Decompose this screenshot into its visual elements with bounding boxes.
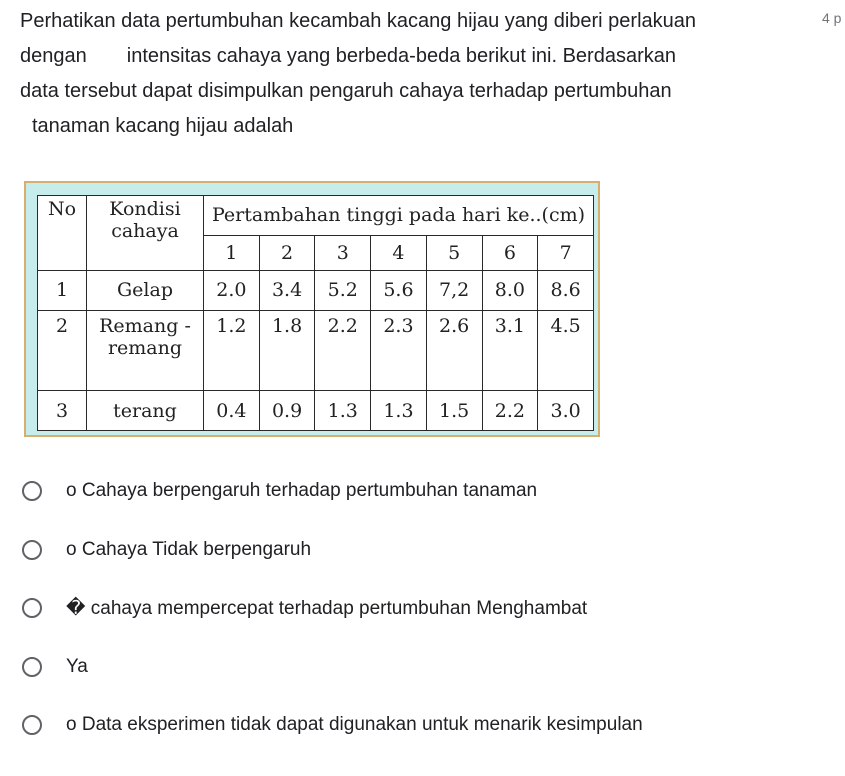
cell-value: 5.6 — [371, 271, 427, 311]
cell-value: 2.3 — [371, 310, 427, 390]
radio-button[interactable] — [22, 657, 42, 677]
row-kondisi — [87, 271, 204, 311]
day-header: 2 — [259, 235, 315, 270]
answer-option[interactable] — [20, 579, 820, 638]
cell-value: 1.2 — [204, 310, 260, 390]
cell-value: 2.6 — [426, 310, 482, 390]
data-table — [37, 195, 594, 431]
table-row — [38, 391, 594, 431]
table-header-row — [38, 196, 594, 236]
answer-option-label: o Cahaya Tidak berpengaruh — [66, 538, 312, 560]
header-kondisi-line1: Kondisi — [109, 198, 181, 220]
row-no: 3 — [38, 391, 87, 431]
day-header: 3 — [315, 235, 371, 270]
question-line-2-start: dengan — [20, 45, 87, 67]
cell-value: 2.2 — [482, 391, 538, 431]
cell-value: 1.8 — [259, 310, 315, 390]
cell-value: 1.3 — [371, 391, 427, 431]
row-kondisi-text: terang — [113, 399, 177, 422]
radio-button[interactable] — [22, 598, 42, 618]
row-kondisi-line1: Remang - — [99, 314, 191, 337]
question-line-2-end: intensitas cahaya yang berbeda-beda berikut ini. Berdasarkan — [126, 45, 676, 67]
header-pertambahan — [204, 196, 594, 236]
cell-value: 0.4 — [204, 391, 260, 431]
header-no-text: No — [47, 198, 77, 220]
cell-value: 2.2 — [315, 310, 371, 390]
cell-value: 3.1 — [482, 310, 538, 390]
row-kondisi-line2: remang — [107, 336, 183, 359]
radio-button[interactable] — [22, 481, 42, 501]
table-row — [38, 271, 594, 311]
cell-value: 1.3 — [315, 391, 371, 431]
cell-value: 0.9 — [259, 391, 315, 431]
day-header: 7 — [538, 235, 594, 270]
header-kondisi — [87, 196, 204, 271]
answer-option-label: o Cahaya berpengaruh terhadap pertumbuhan tanaman — [66, 480, 538, 502]
cell-value: 7,2 — [426, 271, 482, 311]
day-header: 4 — [371, 235, 427, 270]
row-kondisi — [87, 391, 204, 431]
cell-value: 8.0 — [482, 271, 538, 311]
cell-value: 3.4 — [259, 271, 315, 311]
answer-option[interactable] — [20, 638, 820, 697]
row-kondisi — [87, 310, 204, 390]
answer-option[interactable] — [20, 696, 820, 755]
cell-value: 3.0 — [538, 391, 594, 431]
answer-option[interactable] — [20, 521, 820, 580]
question-line-4: tanaman kacang hijau adalah — [32, 115, 294, 137]
answer-option[interactable] — [20, 462, 820, 521]
question-image — [24, 181, 600, 437]
cell-value: 4.5 — [538, 310, 594, 390]
cell-value: 2.0 — [204, 271, 260, 311]
header-no — [38, 196, 87, 271]
row-kondisi-text: Gelap — [117, 279, 173, 302]
question-line-3: data tersebut dapat disimpulkan pengaruh cahaya terhadap pertumbuhan — [20, 80, 672, 102]
row-no: 2 — [38, 310, 87, 390]
radio-button[interactable] — [22, 715, 42, 735]
answer-option-label: Ya — [66, 655, 88, 677]
answer-option-label: o Data eksperimen tidak dapat digunakan untuk menarik kesimpulan — [66, 714, 643, 736]
question-text — [20, 4, 820, 144]
radio-button[interactable] — [22, 540, 42, 560]
cell-value: 5.2 — [315, 271, 371, 311]
question-line-2 — [20, 39, 820, 74]
header-pertambahan-text: Pertambahan tinggi pada hari ke..(cm) — [211, 204, 586, 227]
answer-option-label: � cahaya mempercepat terhadap pertumbuhan Menghambat — [66, 597, 588, 619]
table-row — [38, 310, 594, 390]
day-header: 6 — [482, 235, 538, 270]
header-kondisi-line2: cahaya — [111, 220, 179, 242]
points-label: 4 p — [822, 10, 842, 26]
day-header: 1 — [204, 235, 260, 270]
day-header: 5 — [426, 235, 482, 270]
question-line-1: Perhatikan data pertumbuhan kecambah kacang hijau yang diberi perlakuan — [20, 10, 697, 32]
cell-value: 8.6 — [538, 271, 594, 311]
cell-value: 1.5 — [426, 391, 482, 431]
answer-options — [20, 462, 820, 755]
row-no: 1 — [38, 271, 87, 311]
